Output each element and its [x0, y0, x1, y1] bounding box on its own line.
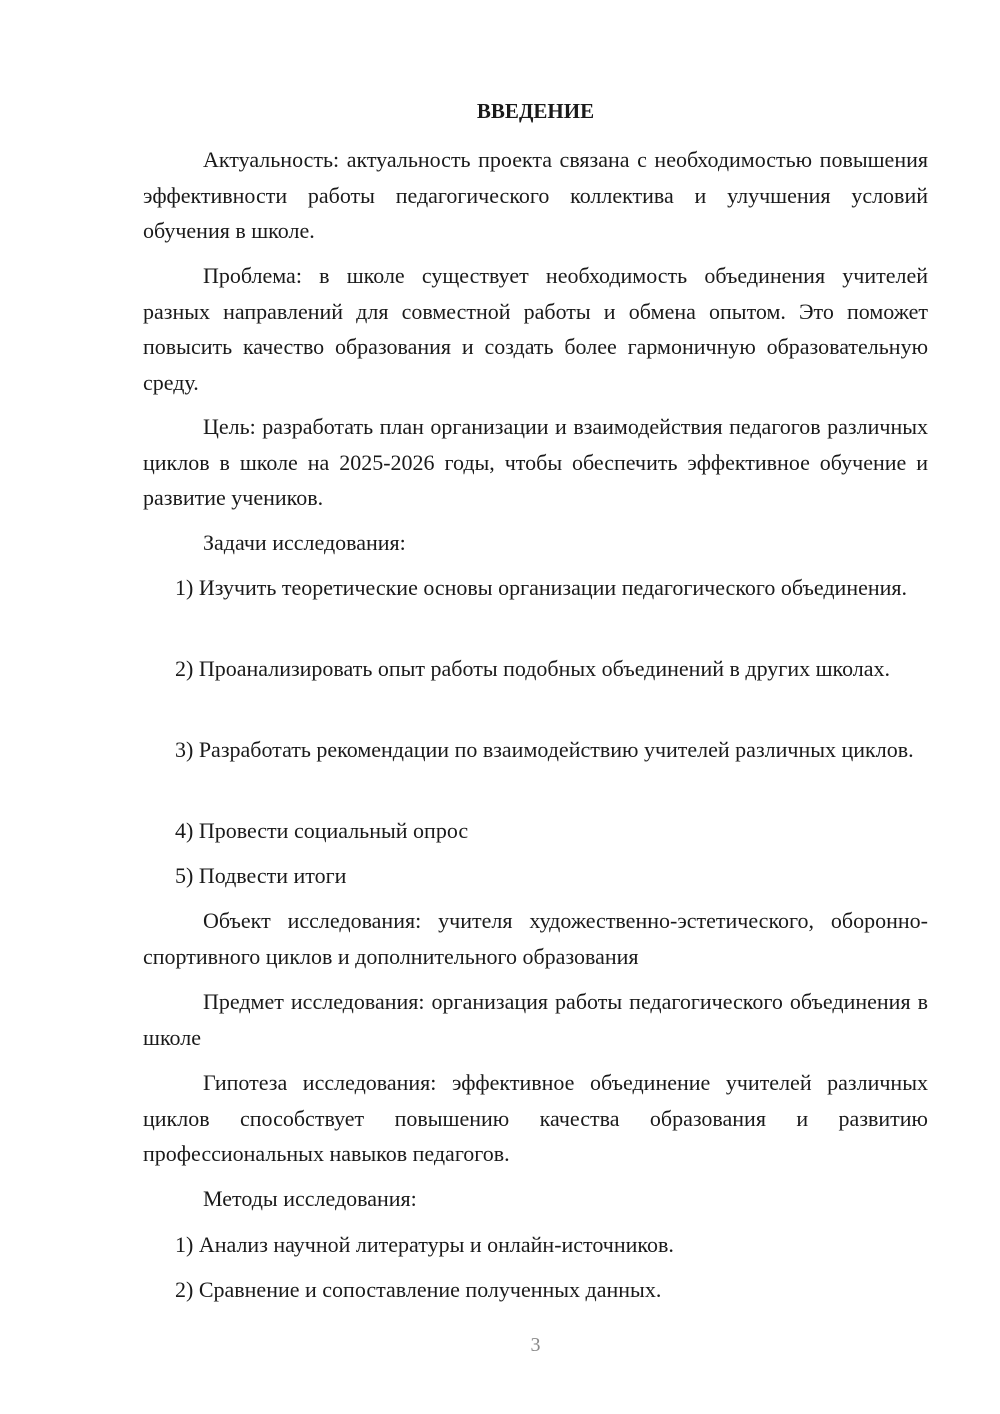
paragraph-problem: Проблема: в школе существует необходимость объединения учителей разных направлений для совместной работы и обмена опытом. Это поможет повысить качество образования и создать более гармоничную образовательную среду.: [143, 263, 928, 395]
task-item: 1) Изучить теоретические основы организации педагогического объединения.: [175, 575, 908, 600]
paragraph-subject: Предмет исследования: организация работы педагогического объединения в школе: [143, 989, 928, 1050]
task-item: 3) Разработать рекомендации по взаимодействию учителей различных циклов.: [175, 737, 914, 762]
task-item: 5) Подвести итоги: [175, 863, 347, 888]
method-item: 1) Анализ научной литературы и онлайн-источников.: [175, 1232, 674, 1257]
document-page: [143, 0, 928, 1414]
paragraph-object: Объект исследования: учителя художественно-эстетического, оборонно-спортивного циклов и дополнительного образования: [143, 908, 928, 969]
methods-title: Методы исследования:: [203, 1186, 417, 1211]
tasks-title: Задачи исследования:: [203, 530, 406, 555]
paragraph-goal: Цель: разработать план организации и взаимодействия педагогов различных циклов в школе на 2025-2026 годы, чтобы обеспечить эффективное обучение и развитие учеников.: [143, 414, 928, 510]
task-item: 2) Проанализировать опыт работы подобных объединений в других школах.: [175, 656, 891, 681]
method-item: 2) Сравнение и сопоставление полученных данных.: [175, 1277, 662, 1302]
page-number: 3: [530, 1334, 541, 1356]
heading-text: ВВЕДЕНИЕ: [476, 99, 595, 123]
paragraph-relevance: Актуальность: актуальность проекта связана с необходимостью повышения эффективности работы педагогического коллектива и улучшения условий обучения в школе.: [143, 147, 928, 243]
task-item: 4) Провести социальный опрос: [175, 818, 469, 843]
page-heading: [143, 96, 928, 126]
paragraph-hypothesis: Гипотеза исследования: эффективное объединение учителей различных циклов способствует повышению качества образования и развитию профессиональных навыков педагогов.: [143, 1070, 928, 1166]
